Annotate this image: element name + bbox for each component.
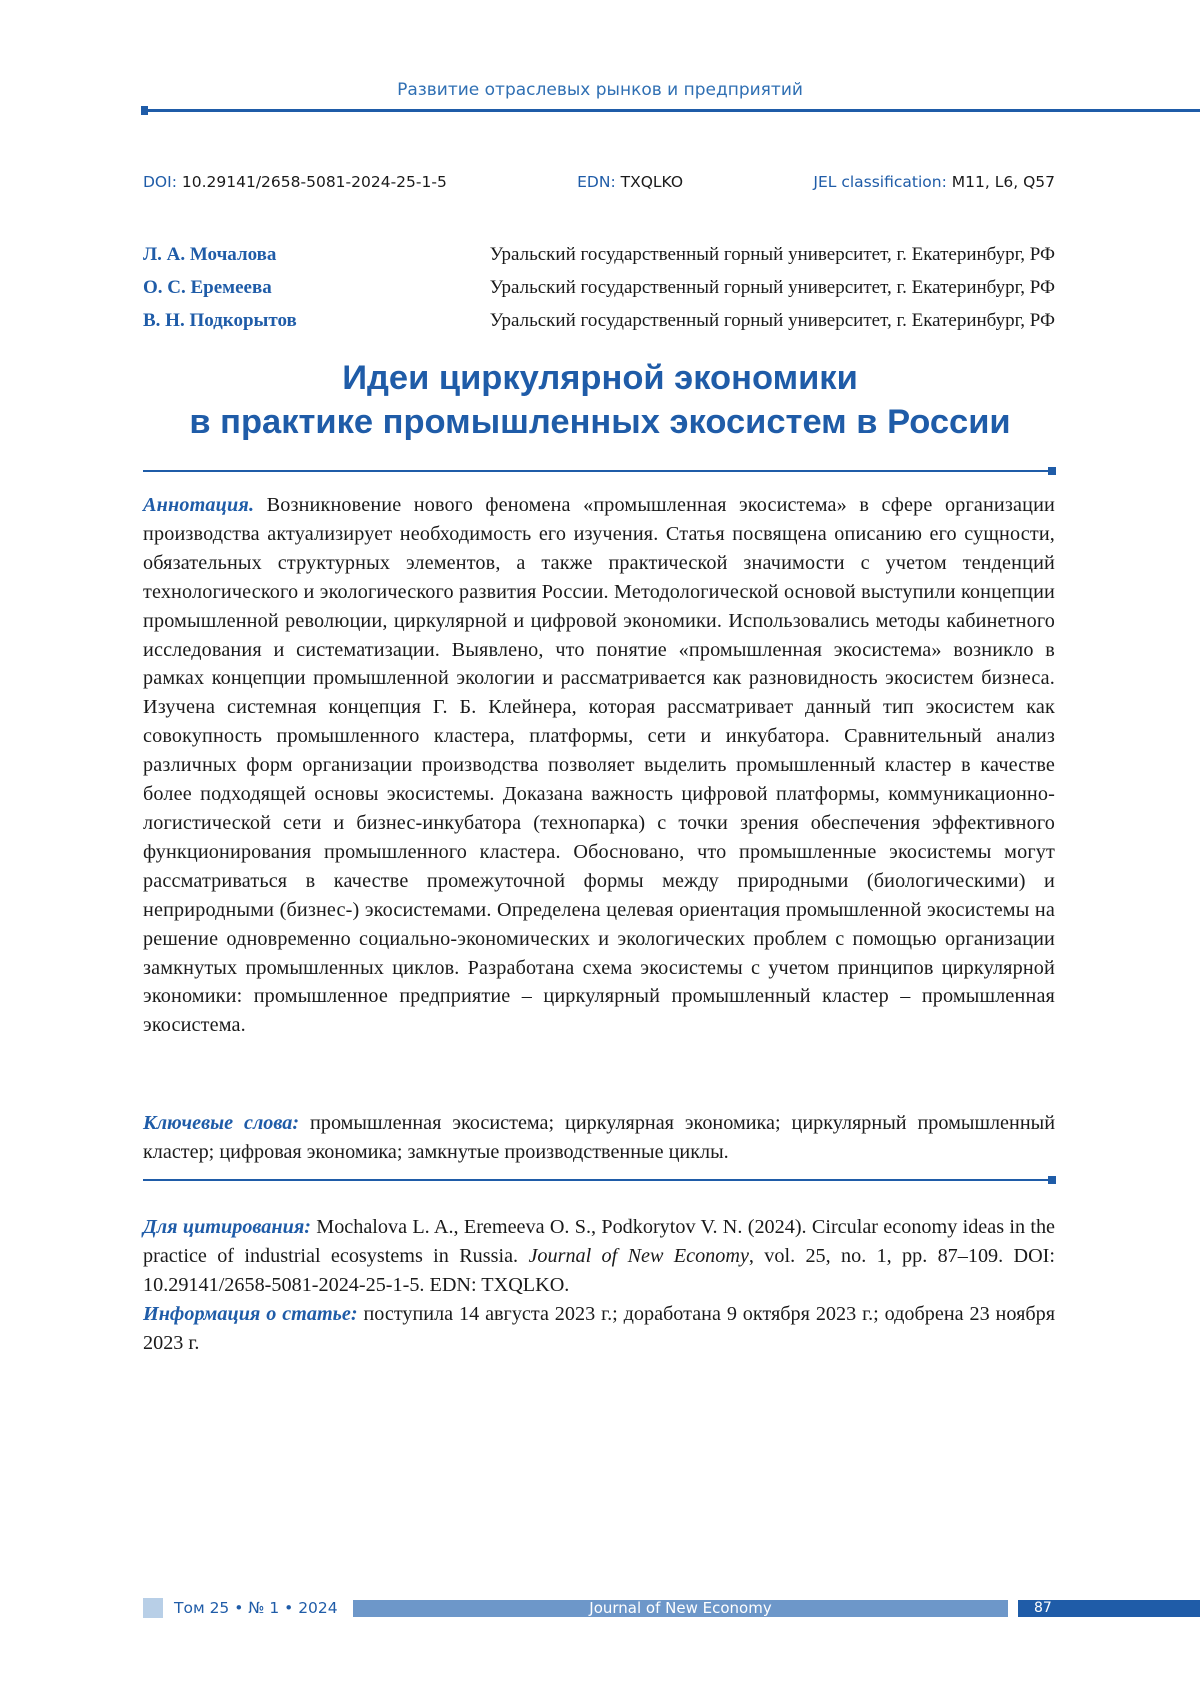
footer-journal: Journal of New Economy [353, 1600, 1008, 1617]
author-affiliation: Уральский государственный горный университет, г. Екатеринбург, РФ [387, 244, 1055, 266]
article-info [143, 1300, 1055, 1358]
running-head: Развитие отраслевых рынков и предприятий [0, 80, 1200, 100]
jel [813, 173, 1055, 191]
author-affiliation: Уральский государственный горный университет, г. Екатеринбург, РФ [387, 277, 1055, 299]
page-number: 87 [1018, 1600, 1200, 1617]
keywords-label: Ключевые слова: [143, 1112, 299, 1134]
abstract-top-rule-cap [1048, 467, 1056, 475]
edn-value: TXQLKO [621, 173, 683, 191]
keywords [143, 1109, 1055, 1167]
doi-value[interactable]: 10.29141/2658-5081-2024-25-1-5 [182, 173, 447, 191]
jel-label: JEL classification: [813, 173, 946, 191]
page-footer [0, 1598, 1200, 1618]
author-row [143, 304, 1055, 337]
abstract-label: Аннотация. [143, 494, 254, 516]
author-name: В. Н. Подкорытов [143, 310, 387, 332]
abstract [143, 491, 1055, 1040]
header-rule [145, 109, 1200, 112]
doi [143, 173, 447, 191]
title-line-2: в практике промышленных экосистем в России [100, 400, 1100, 444]
citation-text: Mochalova L. A., Eremeeva O. S., Podkorytov V. N. (2024). Circular economy ideas in the practice of industrial ecosystems in Russia. [143, 1216, 1055, 1267]
author-row [143, 238, 1055, 271]
author-affiliation: Уральский государственный горный университет, г. Екатеринбург, РФ [387, 310, 1055, 332]
author-row [143, 271, 1055, 304]
citation-label: Для цитирования: [143, 1216, 311, 1238]
title-line-1: Идеи циркулярной экономики [100, 356, 1100, 400]
header-rule-cap [141, 106, 148, 115]
keywords-bottom-rule-cap [1048, 1176, 1056, 1184]
jel-value: M11, L6, Q57 [952, 173, 1055, 191]
edn [577, 173, 683, 191]
keywords-bottom-rule [143, 1179, 1052, 1181]
article-info-text: поступила 14 августа 2023 г.; доработана 9 октября 2023 г.; одобрена 23 ноября 2023 г. [143, 1303, 1055, 1354]
article-info-label: Информация о статье: [143, 1303, 358, 1325]
abstract-top-rule [143, 470, 1052, 472]
citation-journal: Journal of New Economy [528, 1245, 748, 1267]
edn-label: EDN: [577, 173, 616, 191]
citation-details: , vol. 25, no. 1, pp. 87–109. DOI: 10.29141/2658-5081-2024-25-1-5. EDN: TXQLKO. [143, 1245, 1055, 1296]
footer-issue: Том 25 • № 1 • 2024 [174, 1598, 338, 1618]
article-meta [143, 173, 1055, 191]
author-list [143, 238, 1055, 337]
citation-block [143, 1213, 1055, 1358]
abstract-text: Возникновение нового феномена «промышленная экосистема» в сфере организации производства актуализирует необходимость его изучения. Статья посвящена описанию его сущности, обязательных структурных элементов, а также практической значимости с учетом тенденций технологического и экологического развития России. Методологической основой выступили концепции промышленной революции, циркулярной и цифровой экономики. Использовались методы кабинетного исследования и систематизации. Выявлено, что понятие «промышленная экосистема» возникло в рамках концепции промышленной экологии и рассматривается как разновидность экосистем бизнеса. Изучена системная концепция Г. Б. Клейнера, которая рассматривает данный тип экосистем как совокупность промышленного кластера, платформы, сети и инкубатора. Сравнительный анализ различных форм организации производства позволяет выделить промышленный кластер в качестве более подходящей основы экосистемы. Доказана важность цифровой платформы, коммуникационно-логистической сети и бизнес-инкубатора (технопарка) с точки зрения обеспечения эффективного функционирования промышленного кластера. Обосновано, что промышленные экосистемы могут рассматриваться в качестве промежуточной формы между природными (биологическими) и неприродными (бизнес-) экосистемами. Определена целевая ориентация промышленной экосистемы на решение одновременно социально-экономических и экологических проблем с помощью организации замкнутых промышленных циклов. Разработана схема экосистемы с учетом принципов циркулярной экономики: промышленное предприятие – циркулярный промышленный кластер – промышленная экосистема. [143, 494, 1055, 1036]
footer-square [143, 1598, 163, 1618]
doi-label: DOI: [143, 173, 177, 191]
citation [143, 1213, 1055, 1300]
keywords-text: промышленная экосистема; циркулярная экономика; циркулярный промышленный кластер; цифровая экономика; замкнутые производственные циклы. [143, 1112, 1055, 1163]
author-name: Л. А. Мочалова [143, 244, 387, 266]
author-name: О. С. Еремеева [143, 277, 387, 299]
article-title [100, 356, 1100, 444]
